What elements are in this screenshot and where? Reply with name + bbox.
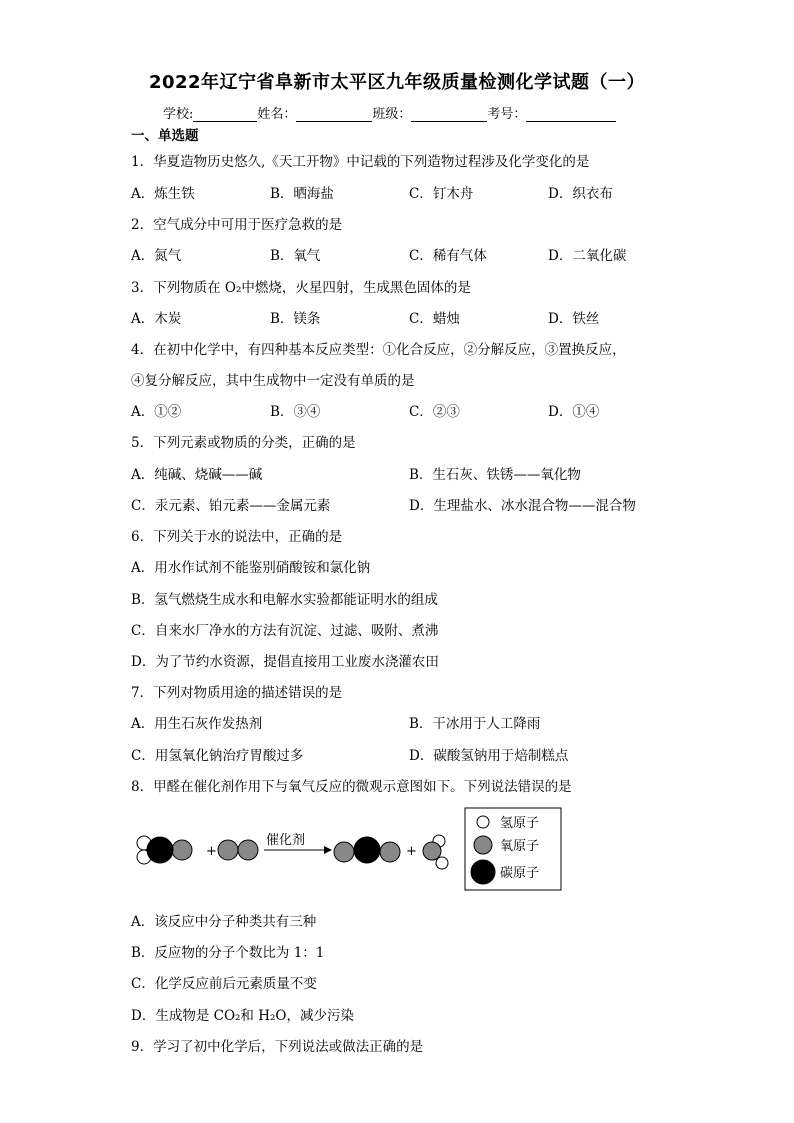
q3-option-b[interactable]: B．镁条	[270, 311, 321, 327]
q2-option-b[interactable]: B．氧气	[270, 248, 321, 264]
q6-option-a[interactable]: A．用水作试剂不能鉴别硝酸铵和氯化钠	[131, 560, 371, 576]
legend-hydrogen-swatch	[477, 816, 489, 828]
q4-option-c[interactable]: C．②③	[409, 404, 460, 420]
class-label: 班级：	[372, 107, 412, 122]
q1-option-a[interactable]: A．炼生铁	[131, 186, 195, 202]
carbon-atom	[147, 837, 173, 863]
q1-option-d[interactable]: D．织衣布	[548, 186, 613, 202]
oxygen-atom	[380, 842, 400, 862]
q2-option-c[interactable]: C．稀有气体	[409, 248, 487, 264]
oxygen-atom	[423, 842, 441, 860]
q5-option-c[interactable]: C．汞元素、铂元素——金属元素	[131, 498, 331, 514]
oxygen-molecule	[218, 840, 258, 860]
q8-option-b[interactable]: B．反应物的分子个数比为 1：1	[131, 945, 325, 961]
q7-option-d[interactable]: D．碳酸氢钠用于焙制糕点	[409, 748, 569, 764]
question-1-stem: 1．华夏造物历史悠久,《天工开物》中记载的下列造物过程涉及化学变化的是	[131, 154, 590, 170]
question-2-stem: 2．空气成分中可用于医疗急救的是	[131, 217, 343, 233]
question-3-stem: 3．下列物质在 O₂中燃烧，火星四射，生成黑色固体的是	[131, 280, 471, 296]
q3-option-d[interactable]: D．铁丝	[548, 311, 600, 327]
exam-no-blank[interactable]	[526, 107, 616, 122]
q8-option-a[interactable]: A．该反应中分子种类共有三种	[131, 914, 317, 930]
co2-molecule	[334, 837, 400, 863]
q5-option-d[interactable]: D．生理盐水、冰水混合物——混合物	[409, 498, 636, 514]
page-title: 2022年辽宁省阜新市太平区九年级质量检测化学试题（一）	[148, 72, 646, 93]
question-7-stem: 7．下列对物质用途的描述错误的是	[131, 685, 343, 701]
oxygen-atom	[334, 842, 354, 862]
q5-option-a[interactable]: A．纯碱、烧碱——碱	[131, 467, 263, 483]
question-5-stem: 5．下列元素或物质的分类，正确的是	[131, 435, 356, 451]
oxygen-atom	[238, 840, 258, 860]
name-blank[interactable]	[296, 107, 372, 122]
name-label: 姓名：	[257, 107, 297, 122]
catalyst-label: 催化剂	[266, 833, 306, 848]
arrow-head-icon	[324, 846, 332, 854]
q8-option-c[interactable]: C．化学反应前后元素质量不变	[131, 976, 317, 992]
hydrogen-atom	[436, 857, 448, 869]
q4-option-b[interactable]: B．③④	[270, 404, 321, 420]
oxygen-atom	[218, 840, 238, 860]
plus-sign-2: +	[406, 844, 417, 859]
q4-option-a[interactable]: A．①②	[131, 404, 182, 420]
q2-option-a[interactable]: A．氮气	[131, 248, 182, 264]
legend-oxygen-swatch	[474, 836, 492, 854]
legend-carbon-swatch	[471, 860, 495, 884]
q6-option-d[interactable]: D．为了节约水资源，提倡直接用工业废水浇灌农田	[131, 654, 439, 670]
oxygen-atom	[172, 840, 192, 860]
exam-no-label: 考号：	[487, 107, 527, 122]
q6-option-b[interactable]: B．氢气燃烧生成水和电解水实验都能证明水的组成	[131, 592, 438, 608]
q7-option-b[interactable]: B．干冰用于人工降雨	[409, 716, 541, 732]
q6-option-c[interactable]: C．自来水厂净水的方法有沉淀、过滤、吸附、煮沸	[131, 623, 439, 639]
q5-option-b[interactable]: B．生石灰、铁锈——氧化物	[409, 467, 581, 483]
q1-option-c[interactable]: C．钉木舟	[409, 186, 474, 202]
q3-option-c[interactable]: C．蜡烛	[409, 311, 460, 327]
q7-option-c[interactable]: C．用氢氧化钠治疗胃酸过多	[131, 748, 304, 764]
reaction-diagram	[130, 806, 570, 896]
section-heading: 一、单选题	[131, 128, 199, 144]
question-4-stem: 4．在初中化学中，有四种基本反应类型：①化合反应，②分解反应，③置换反应，	[131, 342, 626, 358]
question-8-stem: 8．甲醛在催化剂作用下与氧气反应的微观示意图如下。下列说法错误的是	[131, 779, 572, 795]
q2-option-d[interactable]: D．二氧化碳	[548, 248, 627, 264]
legend-hydrogen-label: 氢原子	[500, 816, 540, 831]
school-blank[interactable]	[193, 107, 257, 122]
q1-option-b[interactable]: B．晒海盐	[270, 186, 334, 202]
q8-option-d[interactable]: D．生成物是 CO₂和 H₂O，减少污染	[131, 1008, 354, 1024]
q3-option-a[interactable]: A．木炭	[131, 311, 182, 327]
carbon-atom	[354, 837, 380, 863]
legend-oxygen-label: 氧原子	[500, 839, 540, 854]
legend-carbon-label: 碳原子	[500, 866, 540, 881]
school-label: 学校:	[163, 107, 194, 122]
q7-option-a[interactable]: A．用生石灰作发热剂	[131, 716, 263, 732]
plus-sign-1: +	[206, 844, 217, 859]
question-9-stem: 9．学习了初中化学后，下列说法或做法正确的是	[131, 1039, 424, 1055]
formaldehyde-molecule	[137, 836, 192, 864]
student-info-row	[163, 103, 616, 122]
question-4-stem-cont: ④复分解反应，其中生成物中一定没有单质的是	[131, 373, 415, 389]
q4-option-d[interactable]: D．①④	[548, 404, 600, 420]
class-blank[interactable]	[411, 107, 487, 122]
question-6-stem: 6．下列关于水的说法中，正确的是	[131, 529, 343, 545]
atom-legend	[465, 808, 561, 890]
water-molecule	[423, 835, 448, 869]
